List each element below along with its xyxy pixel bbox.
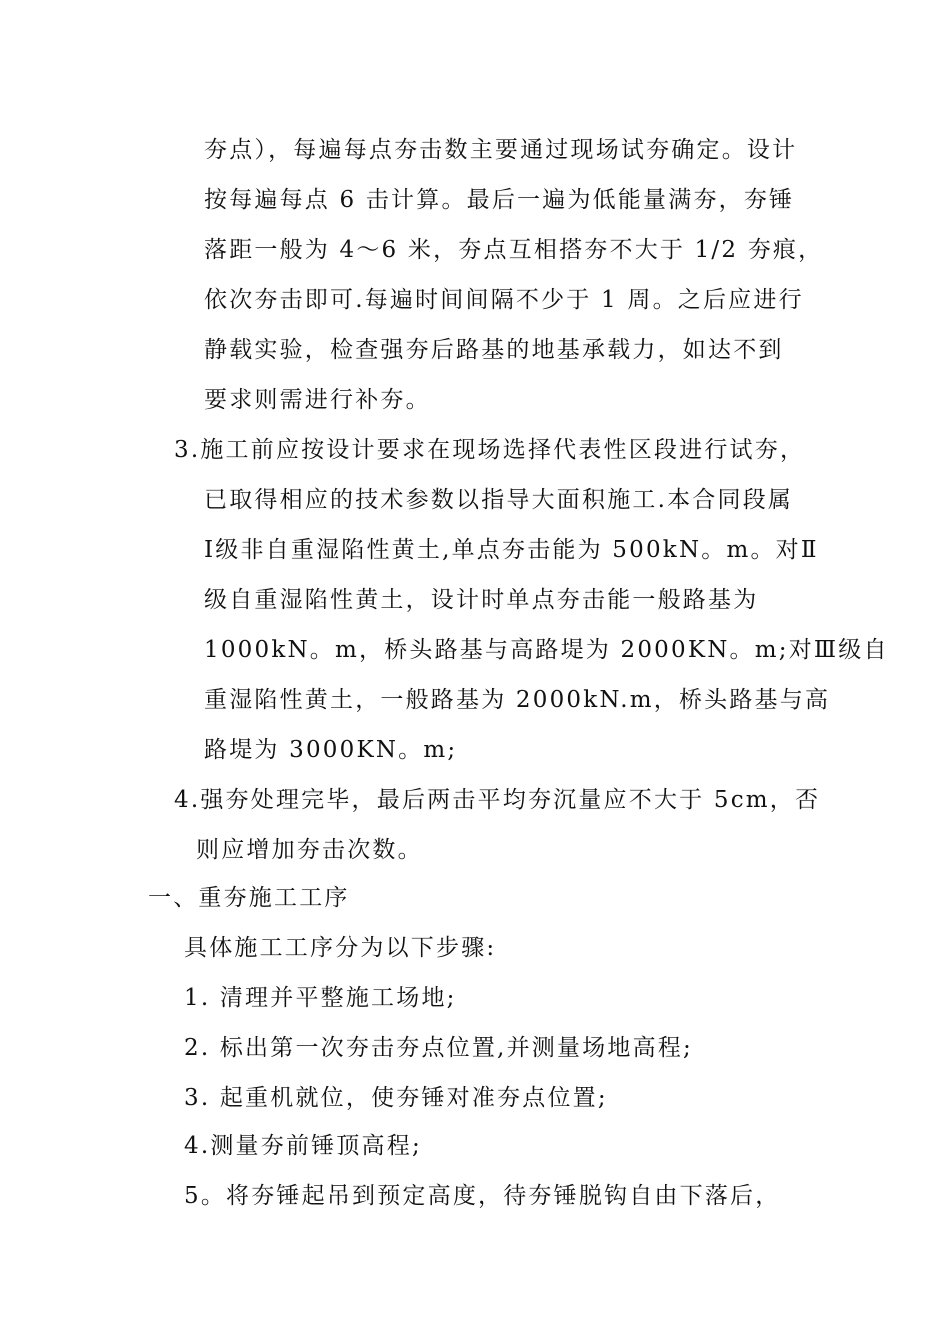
body-line-1: 夯点），每遍每点夯击数主要通过现场试夯确定。设计 <box>204 137 798 163</box>
list-item-4-line-1: 4.强夯处理完毕，最后两击平均夯沉量应不大于 5cm，否 <box>174 787 821 813</box>
step-2: 2. 标出第一次夯击夯点位置,并测量场地高程; <box>184 1035 693 1061</box>
body-line-2: 按每遍每点 6 击计算。最后一遍为低能量满夯，夯锤 <box>204 187 795 213</box>
list-item-3-line-7: 路堤为 3000KN。m; <box>204 737 458 763</box>
step-4: 4.测量夯前锤顶高程; <box>184 1133 422 1159</box>
step-5: 5。将夯锤起吊到预定高度，待夯锤脱钩自由下落后， <box>184 1183 781 1209</box>
body-line-6: 要求则需进行补夯。 <box>204 387 431 413</box>
list-item-3-line-2: 已取得相应的技术参数以指导大面积施工.本合同段属 <box>204 487 794 513</box>
body-line-3: 落距一般为 4～6 米，夯点互相搭夯不大于 1/2 夯痕， <box>204 237 824 263</box>
step-3: 3. 起重机就位，使夯锤对准夯点位置; <box>184 1085 608 1111</box>
body-line-5: 静载实验，检查强夯后路基的地基承载力，如达不到 <box>204 337 784 363</box>
list-item-4-line-2: 则应增加夯击次数。 <box>196 837 423 863</box>
list-item-3-line-6: 重湿陷性黄土，一般路基为 2000kN.m，桥头路基与高 <box>204 687 831 713</box>
body-line-4: 依次夯击即可.每遍时间间隔不少于 1 周。之后应进行 <box>204 287 804 313</box>
list-item-3-line-3: Ⅰ级非自重湿陷性黄土,单点夯击能为 500kN。m。对Ⅱ <box>204 537 819 563</box>
list-item-3-line-5: 1000kN。m，桥头路基与高路堤为 2000KN。m;对Ⅲ级自 <box>204 637 889 663</box>
list-item-3-line-1: 3.施工前应按设计要求在现场选择代表性区段进行试夯， <box>174 437 806 463</box>
list-item-3-line-4: 级自重湿陷性黄土，设计时单点夯击能一般路基为 <box>204 587 759 613</box>
step-1: 1. 清理并平整施工场地; <box>184 985 457 1011</box>
steps-intro: 具体施工工序分为以下步骤: <box>184 935 497 961</box>
section-heading: 一、重夯施工工序 <box>148 885 350 911</box>
